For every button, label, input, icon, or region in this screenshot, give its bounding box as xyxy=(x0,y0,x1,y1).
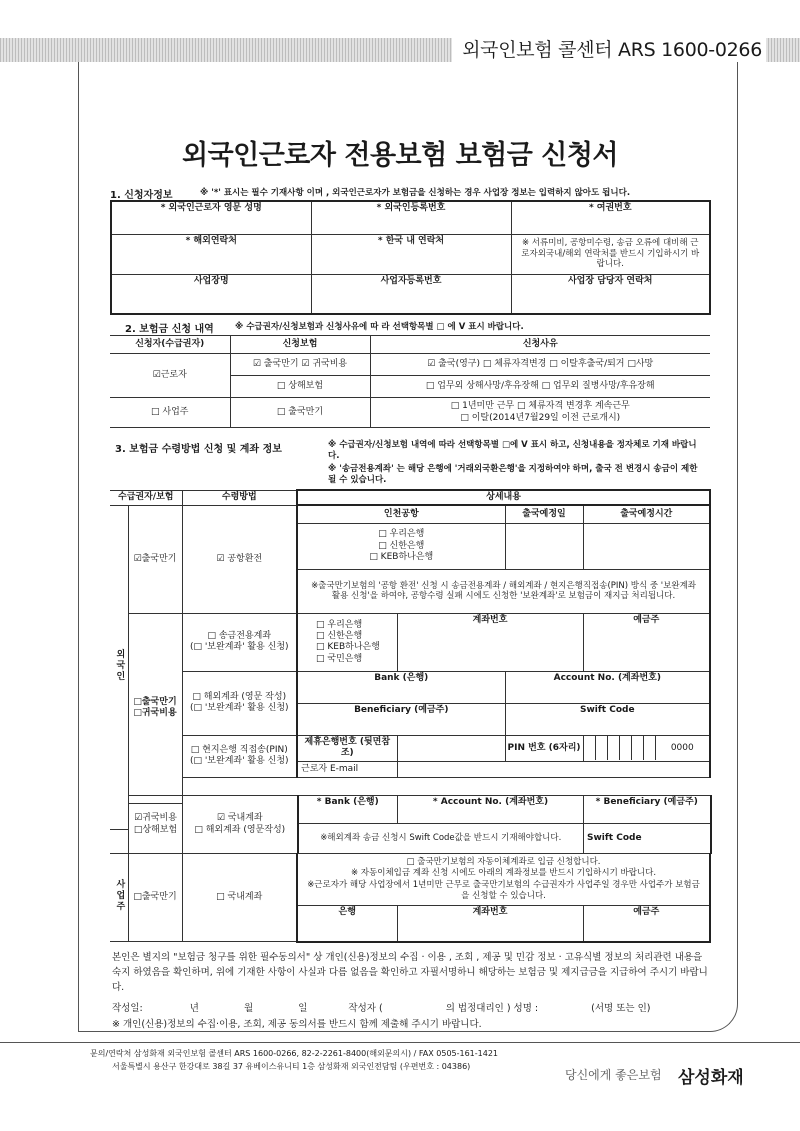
day-label: 일 xyxy=(298,1003,308,1014)
departure-date-header: 출국예정일 xyxy=(505,505,583,523)
footer-divider xyxy=(0,1042,800,1043)
remit-holder-header: 예금주 xyxy=(583,613,710,671)
overseas-account-checkbox[interactable]: □ 해외계좌 (영문 작성) xyxy=(192,692,287,702)
worker-email-label: 근로자 E-mail xyxy=(297,761,397,777)
airport-bank-woori[interactable]: □ 우리은행 xyxy=(378,529,425,540)
business-reg-label: 사업자등록번호 xyxy=(311,274,511,314)
contact-warning: ※ 서류미비, 공항미수령, 송금 오류에 대비해 근로자외국내/해외 연락처를 반드시 기입하시기 바랍니다. xyxy=(511,234,710,274)
overseas-swift-label: Swift Code xyxy=(505,703,710,735)
applicant-info-table xyxy=(110,200,711,315)
consent-line2: 숙지 하였음을 확인하며, 위에 기재한 사항이 사실과 다름 없음을 확인하고 자필서명하니 해당하는 보험금 및 제지급금을 지급하여 주시기 바랍니다. xyxy=(112,967,708,994)
return-swift-label: Swift Code xyxy=(584,824,711,854)
claimant-header: 신청자(수급권자) xyxy=(110,336,230,354)
departure-time-field[interactable] xyxy=(583,523,710,569)
overseas-contact-label: * 해외연락처 xyxy=(111,234,311,274)
pin-suffix: 0000 xyxy=(670,743,694,754)
insurance-header: 신청보험 xyxy=(230,336,370,354)
section1-heading: 1. 신청자정보 xyxy=(110,190,173,201)
footer-contact: 문의/연락처 삼성화재 외국인보험 콜센터 ARS 1600-0266, 82-2-2261-8400(해외문의시) / FAX 0505-161-1421 xyxy=(90,1049,499,1058)
overseas-bank-label: Bank (은행) xyxy=(297,671,505,703)
passport-label: * 여권번호 xyxy=(511,201,710,234)
return-account-header: * Account No. (계좌번호) xyxy=(398,796,584,824)
overseas-account-en-checkbox[interactable]: □ 해외계좌 (영문작성) xyxy=(194,824,286,835)
airport-bank-keb[interactable]: □ KEB하나은행 xyxy=(369,551,434,562)
section1-note: ※ '*' 표시는 필수 기재사항 이며 , 외국인근로자가 보험금을 신청하는 경우 사업장 정보는 입력하지 않아도 됩니다. xyxy=(200,188,631,198)
worker-checkbox[interactable]: ☑근로자 xyxy=(110,354,230,398)
insurance-option-injury[interactable]: □ 상해보험 xyxy=(230,376,370,398)
foreign-worker-label: 외국인 xyxy=(114,648,125,682)
incheon-airport-header: 인천공항 xyxy=(297,505,505,523)
claim-details-table xyxy=(110,335,710,428)
footer-address: 서울특별시 용산구 한강대로 38길 37 유베이스유니티 1층 삼성화재 외국인전담팀 (우편번호 : 04386) xyxy=(112,1062,471,1071)
injury-insurance-checkbox[interactable]: □상해보험 xyxy=(133,824,178,835)
departure-date-field[interactable] xyxy=(505,523,583,569)
partner-bank-number-label: 제휴은행번호 (뒷면참조) xyxy=(297,735,397,761)
reason-options-row2[interactable]: □ 업무외 상해사망/후유장해 □ 업무외 질병사망/후유장해 xyxy=(370,376,710,398)
month-label: 월 xyxy=(243,1003,254,1014)
details-header: 상세내용 xyxy=(297,490,710,505)
worker-email-field[interactable] xyxy=(397,761,710,777)
footer-slogan: 당신에게 좋은보험 xyxy=(565,1068,662,1082)
auto-transfer-note: ※ 자동이체입금 계좌 신청 시에도 아래의 계좌정보를 반드시 기입하시기 바랍니다. xyxy=(350,868,657,879)
reason-options-row1[interactable]: ☑ 출국(영구) □ 체류자격변경 □ 이탈후출국/퇴거 □사망 xyxy=(370,354,710,376)
domestic-account-checkbox[interactable]: ☑ 국내계좌 xyxy=(216,813,263,824)
auto-transfer-checkbox[interactable]: □ 출국만기보험의 자동이체계좌로 입금 신청합니다. xyxy=(406,857,601,868)
consent-line1: 본인은 별지의 "보험금 청구를 위한 필수동의서" 상 개인(신용)정보의 수집 · 이용 , 조회 , 제공 및 민감 정보 · 고유식별 정보의 처리관련 내용을 xyxy=(112,952,703,963)
reason-options-row3b[interactable]: □ 이탈(2014년7월29일 이전 근로개시) xyxy=(460,412,621,423)
recipient-insurance-header: 수급권자/보험 xyxy=(110,490,182,505)
remit-bank-woori[interactable]: □ 우리은행 xyxy=(316,619,363,630)
insurance-option-departure[interactable]: □ 출국만기 xyxy=(230,398,370,428)
remit-bank-shinhan[interactable]: □ 신한은행 xyxy=(316,631,363,641)
overseas-account-label: Account No. (계좌번호) xyxy=(505,671,710,703)
writer-label: 작성자 ( xyxy=(348,1003,383,1014)
date-label: 작성일: xyxy=(112,1003,143,1014)
worker-name-label: * 외국인근로자 영문 성명 xyxy=(111,201,311,234)
signature-note: ※ 개인(신용)정보의 수집·이용, 조회, 제공 동의서를 반드시 함께 제출해 주시기 바랍니다. xyxy=(112,1019,482,1030)
samsung-fire-logo: 삼성화재 xyxy=(678,1068,744,1088)
section3-heading: 3. 보험금 수령방법 신청 및 계좌 정보 xyxy=(115,444,282,455)
employer-account-header: 계좌번호 xyxy=(397,906,583,942)
employer-checkbox[interactable]: □ 사업주 xyxy=(110,398,230,428)
section3-note2: ※ '송금전용계좌' 는 해당 은행에 '거래외국환은행'을 지정하여야 하며, 출국 전 변경시 송금이 제한 될 수 있습니다. xyxy=(328,464,698,486)
swift-required-note: ※해외계좌 송금 신청시 Swift Code값을 반드시 기재해야합니다. xyxy=(298,824,584,854)
airport-exchange-note: ※출국만기보험의 '공항 환전' 신청 시 송금전용계좌 / 해외계좌 / 현지은행직접송(PIN) 방식 중 '보완계좌 활용 신청'을 하여야, 공항수령 실패 시에도 신청한 '보완계좌'로 보험금이 재지급 처리됩니다. xyxy=(297,569,710,613)
year-label: 년 xyxy=(189,1003,199,1014)
return-cost-table xyxy=(128,795,712,854)
call-center-number: 외국인보험 콜센터 ARS 1600-0266 xyxy=(452,38,766,62)
remit-bank-kookmin[interactable]: □ 국민은행 xyxy=(316,653,363,664)
airport-exchange-checkbox[interactable]: ☑ 공항환전 xyxy=(182,505,297,613)
employer-vertical-label: 사업주 xyxy=(114,878,125,912)
dedicated-account-checkbox[interactable]: □ 송금전용계좌 xyxy=(207,631,272,641)
payment-method-table xyxy=(110,489,711,830)
remit-account-number-header: 계좌번호 xyxy=(397,613,583,671)
employer-bank-header: 은행 xyxy=(297,906,397,942)
signature-row xyxy=(112,1000,712,1014)
overseas-backup-checkbox[interactable]: (□ '보완계좌' 활용 신청) xyxy=(189,703,289,714)
company-name-label: 사업장명 xyxy=(111,274,311,314)
pin-transfer-checkbox[interactable]: □ 현지은행 직접송(PIN) xyxy=(190,745,288,755)
section2-note: ※ 수급권자/신청보험과 신청사유에 따 라 선택항목별 □ 에 V 표시 바랍니다. xyxy=(235,322,524,332)
signature-label[interactable]: (서명 또는 인) xyxy=(591,1003,651,1014)
partner-bank-number-field[interactable] xyxy=(397,735,505,761)
section2-heading: 2. 보험금 신청 내역 xyxy=(125,324,214,335)
consent-text xyxy=(112,950,712,996)
pin-number-label: PIN 번호 (6자리) xyxy=(505,735,583,761)
pin-digit-boxes[interactable] xyxy=(584,736,710,760)
departure-time-header: 출국예정시간 xyxy=(583,505,710,523)
reason-header: 신청사유 xyxy=(370,336,710,354)
dedicated-backup-checkbox[interactable]: (□ '보완계좌' 활용 신청) xyxy=(189,642,289,653)
insurance-option-departure-return[interactable]: ☑ 출국만기 ☑ 귀국비용 xyxy=(230,354,370,376)
employer-eligibility-note: ※근로자가 해당 사업장에서 1년미만 근무로 출국만기보험의 수급권자가 사업주일 경우만 사업주가 보험금을 신청할 수 있습니다. xyxy=(307,879,700,901)
receipt-method-header: 수령방법 xyxy=(182,490,297,505)
pin-backup-checkbox[interactable]: (□ '보완계좌' 활용 신청) xyxy=(189,756,289,767)
representative-label: 의 법정대리인 ) 성명 : xyxy=(445,1003,539,1014)
remit-insurance-checkbox[interactable]: □출국만기 □귀국비용 xyxy=(128,613,182,803)
employer-holder-header: 예금주 xyxy=(583,906,710,942)
alien-reg-label: * 외국인등록번호 xyxy=(311,201,511,234)
employer-table xyxy=(110,853,711,943)
form-title: 외국인근로자 전용보험 보험금 신청서 xyxy=(181,140,618,171)
return-beneficiary-header: * Beneficiary (예금주) xyxy=(584,796,711,824)
korea-contact-label: * 한국 내 연락처 xyxy=(311,234,511,274)
remit-bank-keb[interactable]: □ KEB하나은행 xyxy=(316,642,380,653)
overseas-beneficiary-label: Beneficiary (예금주) xyxy=(297,703,505,735)
employer-insurance-checkbox[interactable]: □출국만기 xyxy=(128,854,182,942)
company-contact-label: 사업장 담당자 연락처 xyxy=(511,274,710,314)
return-cost-checkbox[interactable]: ☑귀국비용 xyxy=(134,813,177,824)
employer-domestic-account[interactable]: □ 국내계좌 xyxy=(182,854,297,942)
return-bank-header: * Bank (은행) xyxy=(298,796,398,824)
reason-options-row3a[interactable]: □ 1년미만 근무 □ 체류자격 변경후 계속근무 xyxy=(450,401,630,412)
section3-note1: ※ 수급권자/신청보험 내역에 따라 선택항목별 □에 V 표시 하고, 신청내용을 정자체로 기재 바랍니다. xyxy=(328,440,697,462)
airport-insurance-checkbox[interactable]: ☑출국만기 xyxy=(128,505,182,613)
airport-bank-shinhan[interactable]: □ 신한은행 xyxy=(378,540,425,551)
